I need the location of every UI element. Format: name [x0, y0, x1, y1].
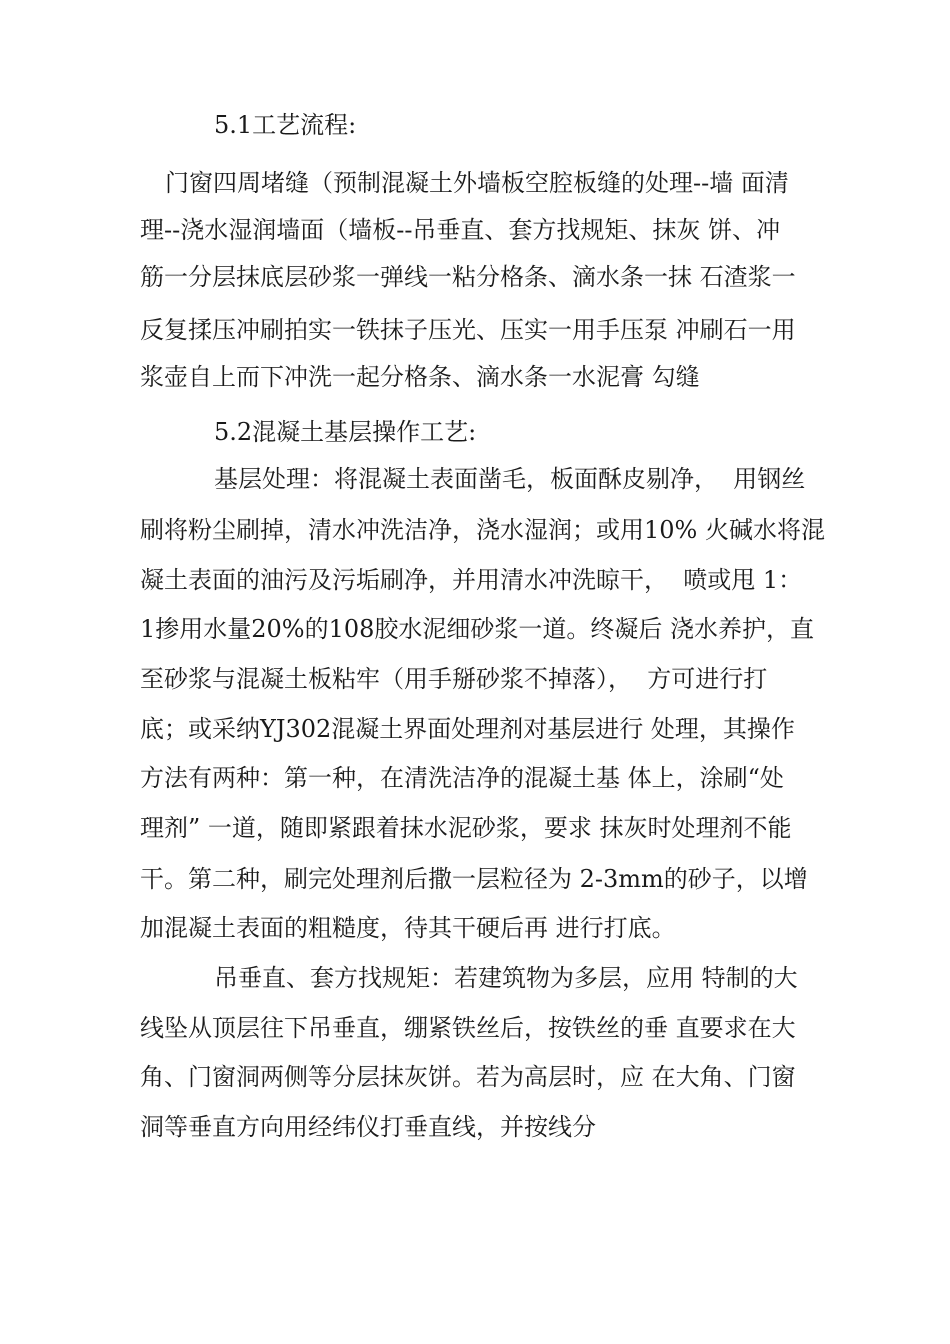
- paragraph-line: 角、门窗洞两侧等分层抹灰饼。若为高层时，应 在大角、门窗: [140, 1063, 796, 1091]
- paragraph-line: 底；或采纳YJ302混凝土界面处理剂对基层进行 处理，其操作: [140, 715, 795, 743]
- paragraph-line: 干。第二种，刷完处理剂后撒一层粒径为 2-3mm的砂子，以增: [140, 865, 808, 893]
- paragraph-line: 基层处理：将混凝土表面凿毛，板面酥皮剔净， 用钢丝: [214, 465, 806, 493]
- paragraph-line: 加混凝土表面的粗糙度，待其干硬后再 进行打底。: [140, 914, 676, 942]
- paragraph-line: 反复揉压冲刷拍实一铁抹子压光、压实一用手压泵 冲刷石一用: [140, 316, 796, 344]
- paragraph-line: 吊垂直、套方找规矩：若建筑物为多层，应用 特制的大: [214, 964, 798, 992]
- paragraph-line: 刷将粉尘刷掉，清水冲洗洁净，浇水湿润；或用10% 火碱水将混: [140, 516, 825, 544]
- paragraph-line: 方法有两种：第一种，在清洗洁净的混凝土基 体上，涂刷“处: [140, 764, 784, 792]
- paragraph-line: 洞等垂直方向用经纬仪打垂直线，并按线分: [140, 1113, 596, 1141]
- paragraph-line: 理--浇水湿润墙面（墙板--吊垂直、套方找规矩、抹灰 饼、冲: [140, 216, 781, 244]
- paragraph-line: 凝土表面的油污及污垢刷净，并用清水冲洗晾干， 喷或甩 1：: [140, 566, 803, 594]
- paragraph-line: 筋一分层抹底层砂浆一弹线一粘分格条、滴水条一抹 石渣浆一: [140, 263, 796, 291]
- paragraph-line: 理剂” 一道，随即紧跟着抹水泥砂浆，要求 抹灰时处理剂不能: [140, 814, 792, 842]
- section-heading-5-2: 5.2混凝土基层操作工艺:: [214, 418, 477, 446]
- section-heading-5-1: 5.1工艺流程:: [214, 111, 357, 139]
- paragraph-line: 线坠从顶层往下吊垂直，绷紧铁丝后，按铁丝的垂 直要求在大: [140, 1014, 796, 1042]
- paragraph-line: 浆壶自上而下冲洗一起分格条、滴水条一水泥膏 勾缝: [140, 363, 700, 391]
- paragraph-line: 门窗四周堵缝（预制混凝土外墙板空腔板缝的处理--墙 面清: [165, 169, 789, 197]
- paragraph-line: 1掺用水量20%的108胶水泥细砂浆一道。终凝后 浇水养护，直: [140, 615, 815, 643]
- paragraph-line: 至砂浆与混凝土板粘牢（用手掰砂浆不掉落）， 方可进行打: [140, 665, 768, 693]
